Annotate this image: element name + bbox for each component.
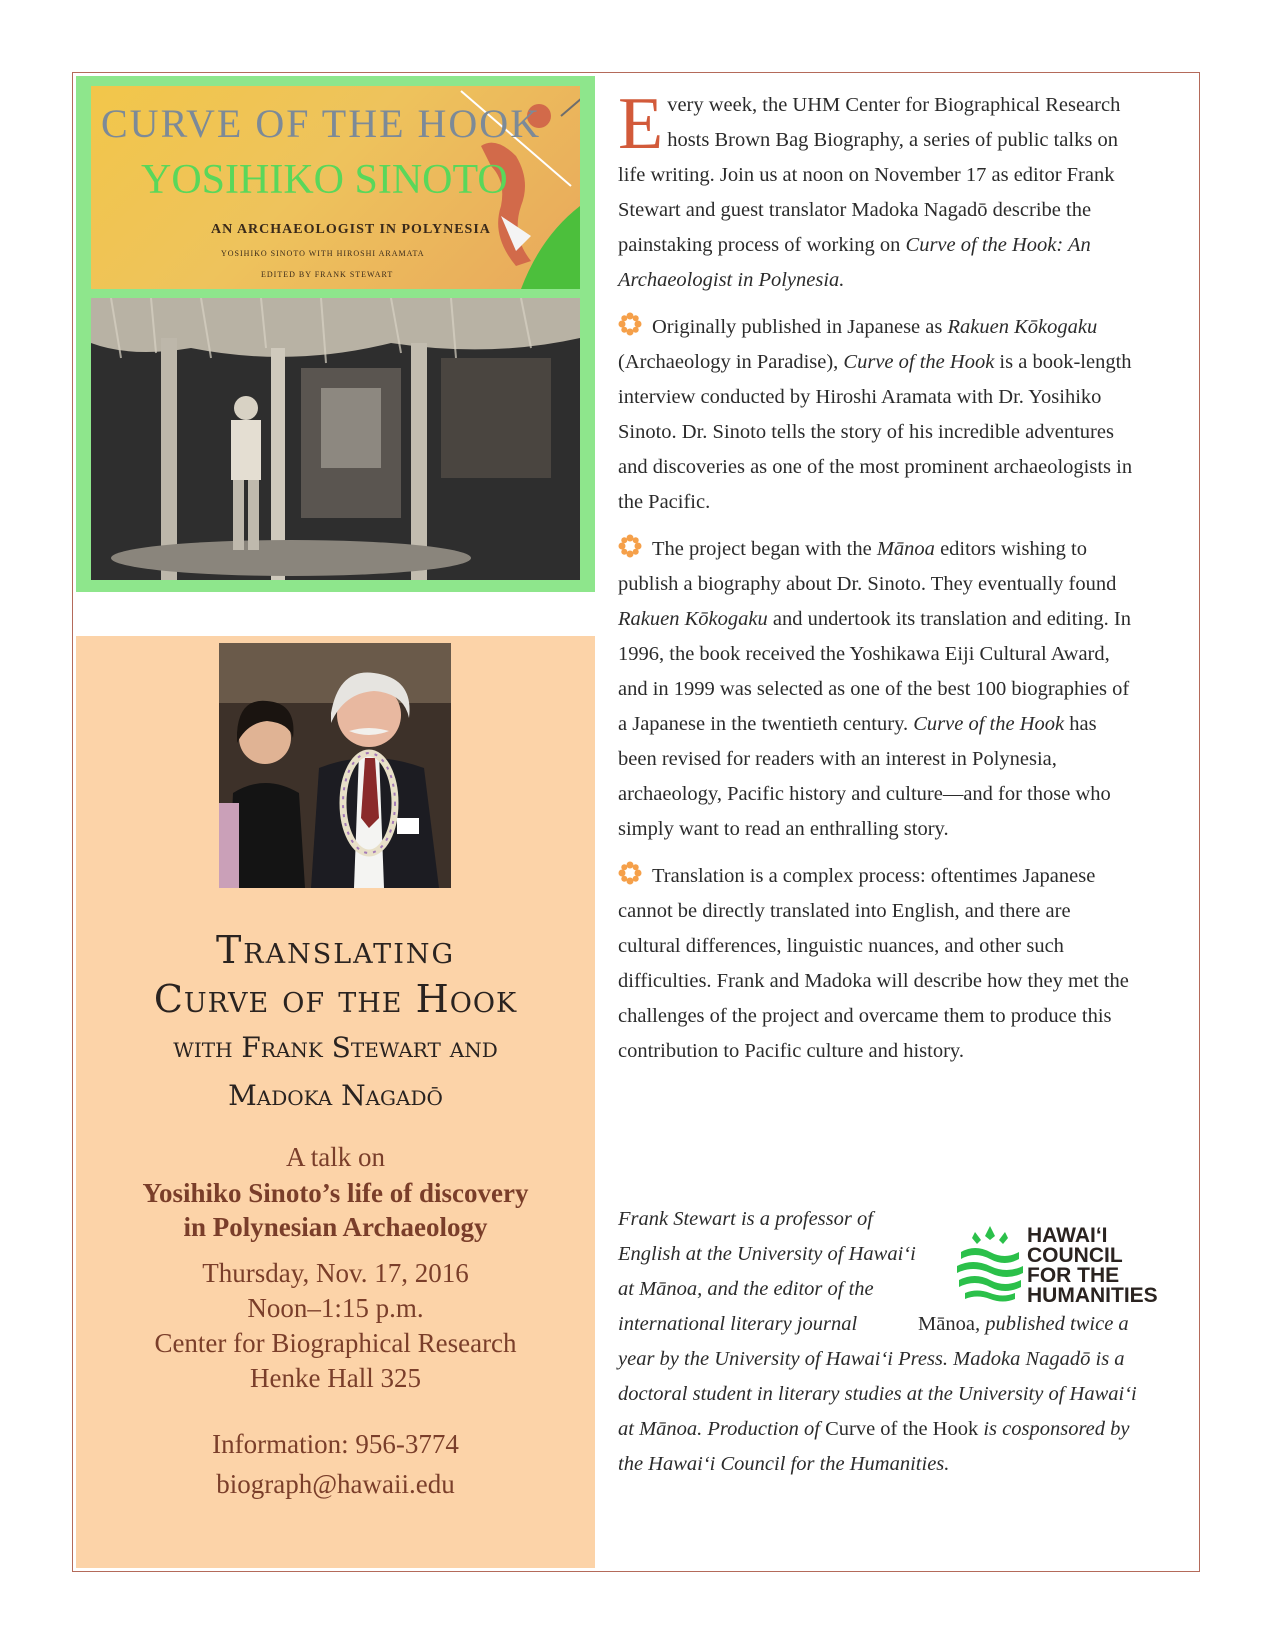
cover-editor: EDITED BY FRANK STEWART [261, 270, 394, 279]
bio-journal: Mānoa [918, 1313, 975, 1335]
event-room: Henke Hall 325 [250, 1363, 421, 1393]
hch-line-2: COUNCIL [1027, 1244, 1123, 1267]
talk-title-line2: in Polynesian Archaeology [183, 1212, 488, 1242]
bio-text-c: is cosponsored by the Hawaiʻi Council for the Humanities. [618, 1418, 1130, 1475]
book-cover [91, 86, 580, 289]
cover-subtitle: AN ARCHAEOLOGIST IN POLYNESIA [211, 222, 491, 237]
event-venue: Center for Biographical Research [154, 1328, 517, 1358]
hch-line-4: HUMANITIES [1027, 1284, 1158, 1307]
bio-text-a: Frank Stewart is a professor of English at the University of Hawaiʻi at Mānoa, and the editor of the international literary journal [618, 1208, 916, 1335]
p3-text-b: editors wishing to publish a biography about Dr. Sinoto. They eventually found [618, 538, 1117, 595]
flower-bullet-icon [618, 312, 642, 336]
event-title-line3: with Frank Stewart and [173, 1031, 498, 1064]
flower-bullet-icon [618, 534, 642, 558]
bio-text-b: , published twice a year by the University of Hawaiʻi Press. Madoka Nagadō is a doctoral student in literary studies at the University of Hawaiʻi at Mānoa. Production of [618, 1313, 1137, 1440]
cover-byline: YOSIHIKO SINOTO WITH HIROSHI ARAMATA [221, 249, 425, 258]
speakers-photo [219, 643, 451, 888]
hch-wave-icon [955, 1226, 1025, 1302]
p2-title-english: Curve of the Hook [843, 351, 995, 373]
p3-text-d: has been revised for readers with an interest in Polynesia, archaeology, Pacific history and culture—and for those who simply want to read an enthralling story. [618, 713, 1111, 840]
talk-title-line1: Yosihiko Sinoto’s life of discovery [142, 1178, 529, 1208]
event-details [76, 1256, 595, 1396]
article-paragraph-1 [618, 83, 1138, 298]
article-body [618, 83, 1138, 1081]
article-paragraph-4 [618, 859, 1138, 1069]
p3-title-japanese: Rakuen Kōkogaku [618, 608, 768, 630]
p4-text: Translation is a complex process: oftentimes Japanese cannot be directly translated into English, and there are cultural differences, linguistic nuances, and other such difficulties. Frank and Madoka will describe how they met the challenges of the project and overcame them to produce this contribution to Pacific culture and history. [618, 865, 1129, 1062]
p1-book-title: Curve of the Hook: An Archaeologist in Polynesia. [618, 234, 1091, 291]
hawaii-council-logo [955, 1224, 1165, 1307]
p3-title-english: Curve of the Hook [913, 713, 1065, 735]
p2-title-japanese: Rakuen Kōkogaku [947, 316, 1098, 338]
drop-cap: E [618, 83, 664, 165]
event-date: Thursday, Nov. 17, 2016 [202, 1258, 469, 1288]
event-panel [76, 636, 595, 1568]
p2-text-a: Originally published in Japanese as [652, 316, 948, 338]
cover-author: YOSIHIKO SINOTO [141, 157, 508, 203]
article-paragraph-3 [618, 532, 1138, 847]
hch-line-3: FOR THE [1027, 1264, 1120, 1287]
contact-info [76, 1424, 595, 1504]
p3-journal: Mānoa [876, 538, 935, 560]
event-title-line2: Curve of the Hook [153, 977, 518, 1021]
cover-title: CURVE OF THE HOOK [101, 101, 542, 146]
p1-text: very week, the UHM Center for Biographical Research hosts Brown Bag Biography, a series of public talks on life writing. Join us at noon on November 17 as editor Frank Stewart and guest translator Madoka Nagadō describe the painstaking process of working on [618, 94, 1121, 256]
hch-line-1: HAWAIʻI [1027, 1224, 1108, 1247]
p2-text-b: (Archaeology in Paradise), [618, 351, 844, 373]
event-title [76, 926, 595, 1120]
p2-text-c: is a book-length interview conducted by Hiroshi Aramata with Dr. Yosihiko Sinoto. Dr. Sinoto tells the story of his incredible adventures and discoveries as one of the most prominent archaeologists in the Pacific. [618, 351, 1133, 513]
bio-book-title: Curve of the Hook [825, 1418, 979, 1440]
cover-photo [91, 298, 580, 580]
flower-bullet-icon [618, 861, 642, 885]
hch-wordmark [1027, 1226, 1158, 1306]
article-paragraph-2 [618, 310, 1138, 520]
event-title-line4: Madoka Nagadō [228, 1079, 443, 1112]
contact-phone: Information: 956-3774 [212, 1429, 459, 1459]
contact-email[interactable]: biograph@hawaii.edu [216, 1469, 455, 1499]
talk-intro: A talk on [286, 1142, 385, 1172]
event-title-line1: Translating [215, 928, 456, 972]
p3-text-a: The project began with the [652, 538, 877, 560]
book-cover-frame [76, 76, 595, 592]
p3-text-c: and undertook its translation and editing. In 1996, the book received the Yoshikawa Eiji Cultural Award, and in 1999 was selected as one of the best 100 biographies of a Japanese in the twentieth century. [618, 608, 1131, 735]
talk-title [76, 1176, 595, 1244]
event-time: Noon–1:15 p.m. [247, 1293, 424, 1323]
